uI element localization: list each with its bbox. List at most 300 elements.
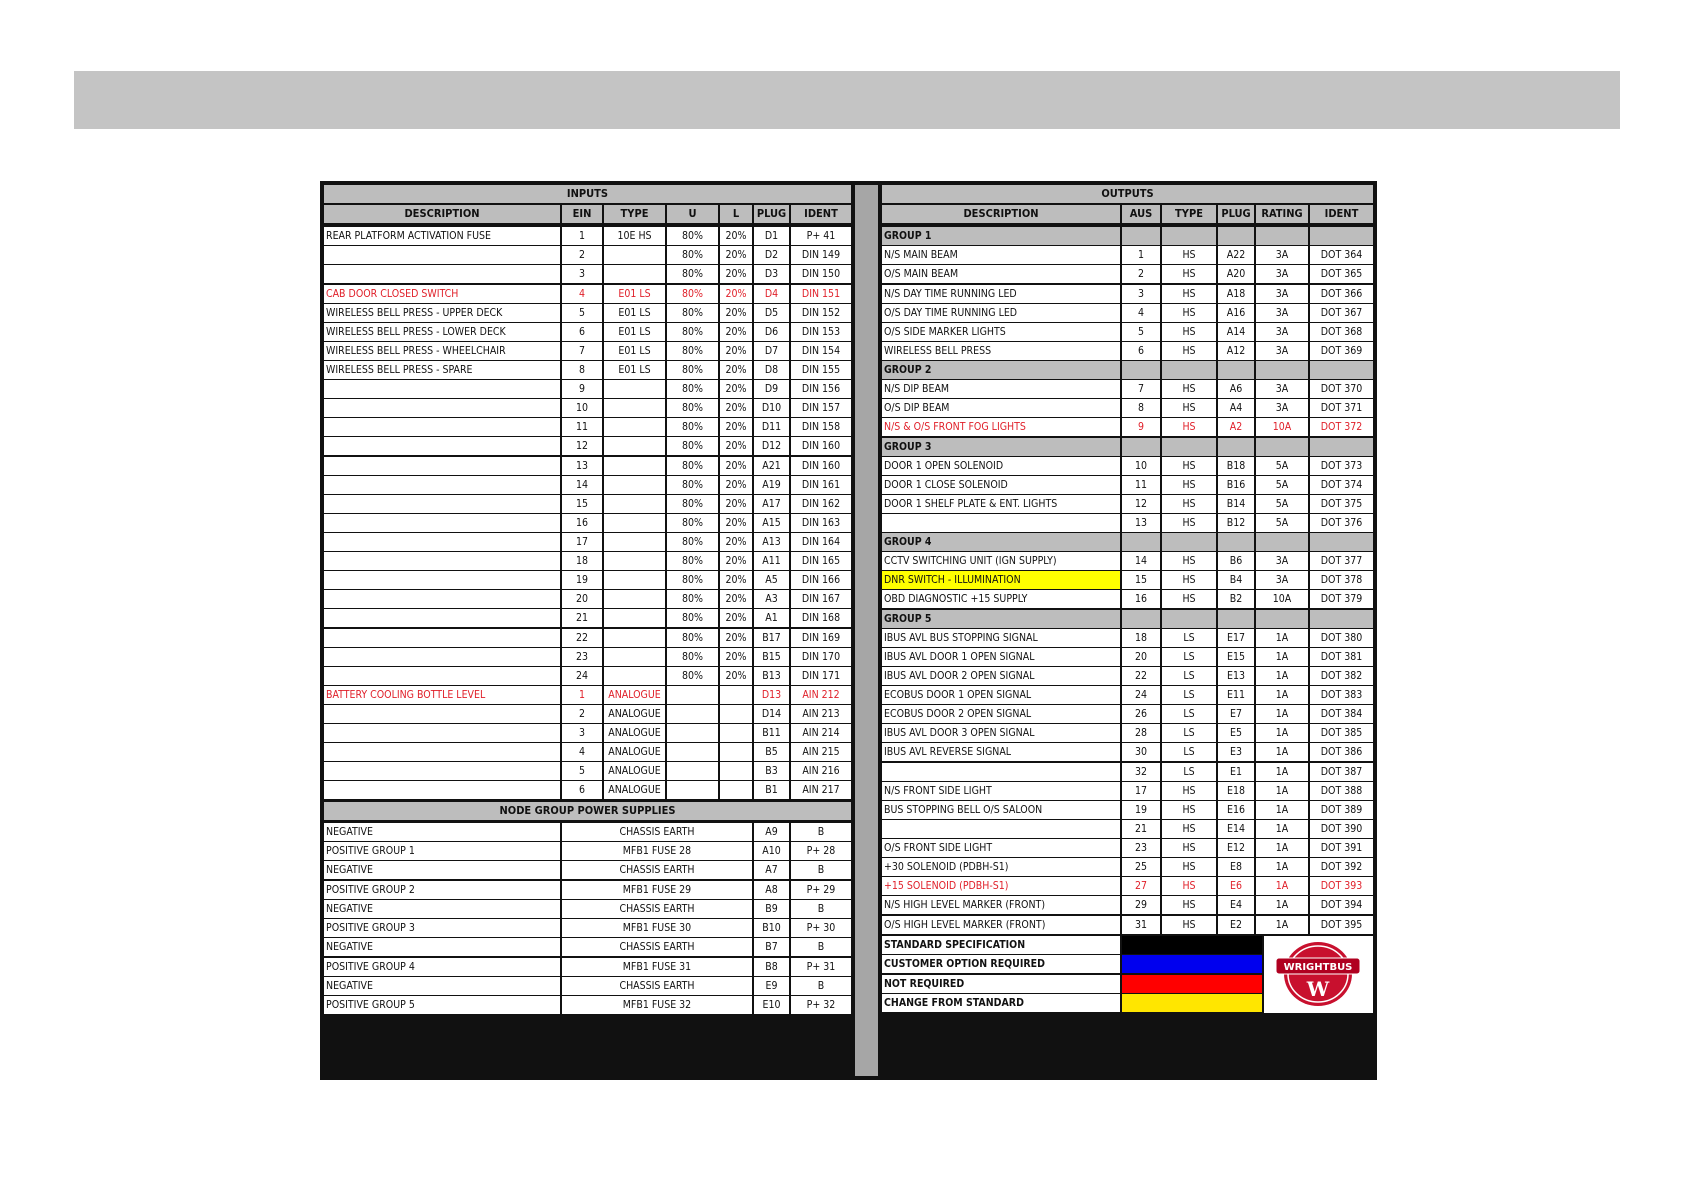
table-row xyxy=(882,724,1373,742)
inputs-cell-l: 20% xyxy=(720,361,752,379)
inputs-cell-i: AIN 214 xyxy=(791,724,851,742)
outputs-cell-t: HS xyxy=(1162,380,1216,398)
inputs-cell-t xyxy=(604,495,665,513)
outputs-header-3: PLUG xyxy=(1218,205,1254,223)
inputs-cell-l: 20% xyxy=(720,552,752,570)
outputs-cell-a: 25 xyxy=(1122,858,1160,876)
outputs-cell-i: DOT 373 xyxy=(1310,457,1373,475)
outputs-cell-i: DOT 366 xyxy=(1310,285,1373,303)
outputs-cell-p: A20 xyxy=(1218,265,1254,283)
inputs-cell-d xyxy=(324,648,560,666)
table-row xyxy=(324,919,851,937)
table-row xyxy=(324,590,851,608)
table-row xyxy=(324,743,851,761)
inputs-cell-d xyxy=(324,724,560,742)
outputs-cell-d: DOOR 1 CLOSE SOLENOID xyxy=(882,476,1120,494)
table-row xyxy=(324,265,851,283)
outputs-cell-i: DOT 376 xyxy=(1310,514,1373,532)
outputs-cell-r: 3A xyxy=(1256,304,1308,322)
inputs-cell-l: 20% xyxy=(720,514,752,532)
inputs-cell-p: D6 xyxy=(754,323,789,341)
inputs-cell-u: 80% xyxy=(667,265,718,283)
power-title-row xyxy=(324,802,851,820)
table-row xyxy=(324,958,851,976)
inputs-cell-u xyxy=(667,781,718,799)
outputs-cell-p: E17 xyxy=(1218,629,1254,647)
group-row xyxy=(882,438,1373,456)
outputs-cell-r: 1A xyxy=(1256,629,1308,647)
inputs-cell-i: DIN 157 xyxy=(791,399,851,417)
table-row xyxy=(324,571,851,589)
inputs-cell-e: 11 xyxy=(562,418,602,436)
power-source: CHASSIS EARTH xyxy=(562,900,752,918)
inputs-cell-p: D2 xyxy=(754,246,789,264)
outputs-cell-t: LS xyxy=(1162,743,1216,761)
power-plug: B8 xyxy=(754,958,789,976)
table-row xyxy=(324,227,851,245)
table-row xyxy=(324,342,851,360)
legend-label: NOT REQUIRED xyxy=(882,975,1120,993)
power-ident: B xyxy=(791,938,851,956)
table-row xyxy=(324,323,851,341)
outputs-cell-t: HS xyxy=(1162,514,1216,532)
outputs-cell-a: 6 xyxy=(1122,342,1160,360)
group-row xyxy=(882,361,1373,379)
table-row xyxy=(324,977,851,995)
inputs-cell-l: 20% xyxy=(720,571,752,589)
outputs-cell-p: E11 xyxy=(1218,686,1254,704)
outputs-cell-i: DOT 387 xyxy=(1310,763,1373,781)
inputs-cell-p: D12 xyxy=(754,437,789,455)
inputs-cell-u xyxy=(667,686,718,704)
inputs-cell-i: DIN 168 xyxy=(791,609,851,627)
inputs-cell-d xyxy=(324,571,560,589)
outputs-cell-t: HS xyxy=(1162,304,1216,322)
outputs-cell-i: DOT 371 xyxy=(1310,399,1373,417)
group-row xyxy=(882,533,1373,551)
table-row xyxy=(882,916,1373,934)
inputs-cell-t xyxy=(604,571,665,589)
outputs-panel xyxy=(882,185,1373,1076)
outputs-cell-d: DOOR 1 OPEN SOLENOID xyxy=(882,457,1120,475)
power-ident: B xyxy=(791,900,851,918)
inputs-header-row xyxy=(324,205,851,223)
outputs-cell-t: HS xyxy=(1162,820,1216,838)
outputs-cell-i: DOT 381 xyxy=(1310,648,1373,666)
outputs-cell-t: HS xyxy=(1162,801,1216,819)
inputs-cell-i: DIN 160 xyxy=(791,437,851,455)
group-row xyxy=(882,610,1373,628)
outputs-cell-d: DNR SWITCH - ILLUMINATION xyxy=(882,571,1120,589)
power-desc: POSITIVE GROUP 5 xyxy=(324,996,560,1014)
outputs-header-5: IDENT xyxy=(1310,205,1373,223)
outputs-cell-p: E14 xyxy=(1218,820,1254,838)
outputs-cell-r: 3A xyxy=(1256,246,1308,264)
inputs-cell-l: 20% xyxy=(720,265,752,283)
inputs-cell-d xyxy=(324,246,560,264)
outputs-cell-r: 5A xyxy=(1256,514,1308,532)
table-row xyxy=(882,743,1373,761)
inputs-cell-e: 9 xyxy=(562,380,602,398)
outputs-cell-i: DOT 389 xyxy=(1310,801,1373,819)
power-source: MFB1 FUSE 32 xyxy=(562,996,752,1014)
outputs-cell-a: 15 xyxy=(1122,571,1160,589)
inputs-cell-e: 3 xyxy=(562,724,602,742)
table-row xyxy=(324,686,851,704)
table-row xyxy=(324,996,851,1014)
group-label: GROUP 4 xyxy=(882,533,1120,551)
outputs-cell-a: 14 xyxy=(1122,552,1160,570)
outputs-cell-i: DOT 391 xyxy=(1310,839,1373,857)
outputs-cell-d: IBUS AVL DOOR 2 OPEN SIGNAL xyxy=(882,667,1120,685)
inputs-cell-d xyxy=(324,552,560,570)
inputs-cell-t: E01 LS xyxy=(604,323,665,341)
power-source: CHASSIS EARTH xyxy=(562,861,752,879)
legend-swatch xyxy=(1122,975,1262,993)
outputs-cell-p: E2 xyxy=(1218,916,1254,934)
inputs-cell-u: 80% xyxy=(667,629,718,647)
group-filler xyxy=(1256,227,1308,245)
inputs-cell-i: DIN 164 xyxy=(791,533,851,551)
outputs-cell-d xyxy=(882,514,1120,532)
outputs-cell-r: 3A xyxy=(1256,342,1308,360)
outputs-cell-r: 1A xyxy=(1256,801,1308,819)
inputs-cell-d xyxy=(324,609,560,627)
inputs-cell-t: ANALOGUE xyxy=(604,686,665,704)
group-filler xyxy=(1218,438,1254,456)
table-row xyxy=(882,246,1373,264)
inputs-cell-l: 20% xyxy=(720,380,752,398)
inputs-cell-d: REAR PLATFORM ACTIVATION FUSE xyxy=(324,227,560,245)
outputs-cell-r: 3A xyxy=(1256,380,1308,398)
inputs-cell-d: WIRELESS BELL PRESS - SPARE xyxy=(324,361,560,379)
table-row xyxy=(324,514,851,532)
table-row xyxy=(882,667,1373,685)
table-row xyxy=(882,686,1373,704)
group-filler xyxy=(1310,361,1373,379)
outputs-cell-d: O/S DAY TIME RUNNING LED xyxy=(882,304,1120,322)
inputs-cell-i: DIN 156 xyxy=(791,380,851,398)
inputs-cell-p: D11 xyxy=(754,418,789,436)
outputs-cell-d: N/S HIGH LEVEL MARKER (FRONT) xyxy=(882,896,1120,914)
table-row xyxy=(882,265,1373,283)
inputs-header-5: PLUG xyxy=(754,205,789,223)
outputs-cell-p: B18 xyxy=(1218,457,1254,475)
inputs-cell-e: 6 xyxy=(562,323,602,341)
panel-divider xyxy=(855,185,878,1076)
inputs-cell-d xyxy=(324,380,560,398)
table-row xyxy=(882,342,1373,360)
inputs-cell-p: D4 xyxy=(754,285,789,303)
inputs-cell-u: 80% xyxy=(667,476,718,494)
inputs-cell-e: 16 xyxy=(562,514,602,532)
table-row xyxy=(882,590,1373,608)
outputs-cell-d: O/S FRONT SIDE LIGHT xyxy=(882,839,1120,857)
power-ident: B xyxy=(791,977,851,995)
outputs-cell-a: 11 xyxy=(1122,476,1160,494)
outputs-cell-t: HS xyxy=(1162,877,1216,895)
power-title: NODE GROUP POWER SUPPLIES xyxy=(324,802,851,820)
legend-label: CHANGE FROM STANDARD xyxy=(882,994,1120,1012)
outputs-cell-r: 1A xyxy=(1256,763,1308,781)
power-plug: E9 xyxy=(754,977,789,995)
table-row xyxy=(324,533,851,551)
inputs-cell-t: E01 LS xyxy=(604,361,665,379)
outputs-cell-p: E1 xyxy=(1218,763,1254,781)
inputs-cell-u: 80% xyxy=(667,437,718,455)
outputs-cell-t: HS xyxy=(1162,858,1216,876)
inputs-cell-u: 80% xyxy=(667,399,718,417)
outputs-cell-r: 3A xyxy=(1256,285,1308,303)
logo-wordmark: WRIGHTBUS xyxy=(1283,961,1353,973)
inputs-cell-e: 10 xyxy=(562,399,602,417)
inputs-cell-l: 20% xyxy=(720,495,752,513)
outputs-cell-d: IBUS AVL DOOR 3 OPEN SIGNAL xyxy=(882,724,1120,742)
outputs-cell-t: HS xyxy=(1162,418,1216,436)
group-filler xyxy=(1162,438,1216,456)
table-row xyxy=(882,495,1373,513)
inputs-cell-i: AIN 215 xyxy=(791,743,851,761)
inputs-cell-e: 5 xyxy=(562,304,602,322)
outputs-cell-p: E4 xyxy=(1218,896,1254,914)
power-source: CHASSIS EARTH xyxy=(562,977,752,995)
outputs-cell-p: E18 xyxy=(1218,782,1254,800)
inputs-cell-e: 12 xyxy=(562,437,602,455)
outputs-cell-a: 1 xyxy=(1122,246,1160,264)
outputs-cell-r: 1A xyxy=(1256,724,1308,742)
outputs-cell-i: DOT 368 xyxy=(1310,323,1373,341)
outputs-cell-d xyxy=(882,763,1120,781)
inputs-cell-t: E01 LS xyxy=(604,304,665,322)
outputs-cell-r: 3A xyxy=(1256,399,1308,417)
power-plug: A8 xyxy=(754,881,789,899)
inputs-cell-p: D5 xyxy=(754,304,789,322)
inputs-cell-u: 80% xyxy=(667,323,718,341)
outputs-cell-t: HS xyxy=(1162,552,1216,570)
outputs-cell-d: ECOBUS DOOR 1 OPEN SIGNAL xyxy=(882,686,1120,704)
group-filler xyxy=(1310,533,1373,551)
logo-mark: W xyxy=(1306,976,1330,1001)
outputs-cell-p: B4 xyxy=(1218,571,1254,589)
inputs-cell-d: WIRELESS BELL PRESS - LOWER DECK xyxy=(324,323,560,341)
inputs-cell-i: DIN 166 xyxy=(791,571,851,589)
inputs-cell-d: WIRELESS BELL PRESS - WHEELCHAIR xyxy=(324,342,560,360)
outputs-cell-d xyxy=(882,820,1120,838)
table-row xyxy=(324,705,851,723)
inputs-cell-u: 80% xyxy=(667,457,718,475)
legend-swatch xyxy=(1122,955,1262,973)
inputs-cell-u xyxy=(667,762,718,780)
power-desc: POSITIVE GROUP 4 xyxy=(324,958,560,976)
inputs-cell-t xyxy=(604,609,665,627)
group-filler xyxy=(1162,227,1216,245)
inputs-cell-p: A13 xyxy=(754,533,789,551)
power-plug: A10 xyxy=(754,842,789,860)
outputs-cell-a: 24 xyxy=(1122,686,1160,704)
table-row xyxy=(882,418,1373,436)
inputs-cell-e: 5 xyxy=(562,762,602,780)
power-ident: P+ 32 xyxy=(791,996,851,1014)
logo-emblem xyxy=(1264,936,1373,1013)
table-row xyxy=(324,380,851,398)
outputs-cell-a: 31 xyxy=(1122,916,1160,934)
outputs-cell-r: 1A xyxy=(1256,667,1308,685)
outputs-cell-r: 5A xyxy=(1256,476,1308,494)
outputs-cell-p: A22 xyxy=(1218,246,1254,264)
table-row xyxy=(324,457,851,475)
inputs-cell-t: ANALOGUE xyxy=(604,743,665,761)
outputs-title: OUTPUTS xyxy=(882,185,1373,203)
outputs-cell-i: DOT 390 xyxy=(1310,820,1373,838)
table-row xyxy=(882,476,1373,494)
inputs-cell-u: 80% xyxy=(667,571,718,589)
outputs-cell-r: 3A xyxy=(1256,323,1308,341)
outputs-cell-a: 26 xyxy=(1122,705,1160,723)
inputs-cell-d xyxy=(324,418,560,436)
inputs-cell-i: DIN 165 xyxy=(791,552,851,570)
power-ident: B xyxy=(791,823,851,841)
outputs-cell-d: IBUS AVL BUS STOPPING SIGNAL xyxy=(882,629,1120,647)
outputs-cell-i: DOT 374 xyxy=(1310,476,1373,494)
inputs-panel xyxy=(324,185,851,1076)
power-desc: POSITIVE GROUP 2 xyxy=(324,881,560,899)
inputs-cell-p: D8 xyxy=(754,361,789,379)
table-row xyxy=(324,781,851,799)
outputs-cell-p: A2 xyxy=(1218,418,1254,436)
table-row xyxy=(882,629,1373,647)
inputs-cell-l xyxy=(720,686,752,704)
outputs-cell-p: B16 xyxy=(1218,476,1254,494)
group-filler xyxy=(1218,610,1254,628)
inputs-cell-i: DIN 170 xyxy=(791,648,851,666)
inputs-cell-i: DIN 171 xyxy=(791,667,851,685)
outputs-cell-t: HS xyxy=(1162,457,1216,475)
outputs-cell-d: OBD DIAGNOSTIC +15 SUPPLY xyxy=(882,590,1120,608)
table-row xyxy=(882,801,1373,819)
power-plug: A9 xyxy=(754,823,789,841)
inputs-cell-l: 20% xyxy=(720,304,752,322)
outputs-cell-a: 28 xyxy=(1122,724,1160,742)
inputs-cell-p: B13 xyxy=(754,667,789,685)
inputs-cell-t xyxy=(604,552,665,570)
inputs-cell-t: E01 LS xyxy=(604,342,665,360)
inputs-cell-i: AIN 217 xyxy=(791,781,851,799)
inputs-cell-l: 20% xyxy=(720,457,752,475)
outputs-cell-p: A14 xyxy=(1218,323,1254,341)
outputs-cell-p: E15 xyxy=(1218,648,1254,666)
table-row xyxy=(324,762,851,780)
outputs-cell-t: LS xyxy=(1162,667,1216,685)
outputs-cell-i: DOT 395 xyxy=(1310,916,1373,934)
outputs-cell-d: WIRELESS BELL PRESS xyxy=(882,342,1120,360)
outputs-cell-i: DOT 369 xyxy=(1310,342,1373,360)
table-row xyxy=(882,648,1373,666)
inputs-cell-i: DIN 169 xyxy=(791,629,851,647)
table-row xyxy=(882,763,1373,781)
outputs-cell-p: E6 xyxy=(1218,877,1254,895)
outputs-cell-i: DOT 364 xyxy=(1310,246,1373,264)
inputs-header-4: L xyxy=(720,205,752,223)
inputs-cell-p: A1 xyxy=(754,609,789,627)
power-source: MFB1 FUSE 31 xyxy=(562,958,752,976)
outputs-cell-p: B14 xyxy=(1218,495,1254,513)
inputs-cell-u: 80% xyxy=(667,304,718,322)
legend-swatch xyxy=(1122,994,1262,1012)
outputs-cell-t: HS xyxy=(1162,495,1216,513)
inputs-cell-u: 80% xyxy=(667,285,718,303)
group-filler xyxy=(1256,361,1308,379)
inputs-cell-u: 80% xyxy=(667,342,718,360)
inputs-cell-i: DIN 163 xyxy=(791,514,851,532)
inputs-cell-t: E01 LS xyxy=(604,285,665,303)
inputs-cell-l xyxy=(720,762,752,780)
table-row xyxy=(324,881,851,899)
outputs-cell-r: 3A xyxy=(1256,571,1308,589)
outputs-cell-d: O/S MAIN BEAM xyxy=(882,265,1120,283)
outputs-cell-i: DOT 379 xyxy=(1310,590,1373,608)
inputs-cell-p: D7 xyxy=(754,342,789,360)
group-label: GROUP 3 xyxy=(882,438,1120,456)
inputs-cell-u: 80% xyxy=(667,609,718,627)
outputs-cell-r: 5A xyxy=(1256,457,1308,475)
inputs-cell-p: B15 xyxy=(754,648,789,666)
outputs-cell-r: 1A xyxy=(1256,686,1308,704)
inputs-cell-e: 15 xyxy=(562,495,602,513)
outputs-cell-i: DOT 377 xyxy=(1310,552,1373,570)
power-desc: NEGATIVE xyxy=(324,900,560,918)
power-ident: P+ 29 xyxy=(791,881,851,899)
outputs-cell-i: DOT 378 xyxy=(1310,571,1373,589)
outputs-cell-p: B6 xyxy=(1218,552,1254,570)
power-desc: NEGATIVE xyxy=(324,938,560,956)
inputs-cell-p: D10 xyxy=(754,399,789,417)
table-row xyxy=(324,399,851,417)
outputs-cell-d: ECOBUS DOOR 2 OPEN SIGNAL xyxy=(882,705,1120,723)
inputs-cell-l: 20% xyxy=(720,648,752,666)
inputs-cell-t xyxy=(604,476,665,494)
group-filler xyxy=(1122,361,1160,379)
group-filler xyxy=(1310,227,1373,245)
table-row xyxy=(882,782,1373,800)
outputs-cell-t: LS xyxy=(1162,629,1216,647)
table-row xyxy=(324,648,851,666)
outputs-cell-t: HS xyxy=(1162,571,1216,589)
power-desc: NEGATIVE xyxy=(324,977,560,995)
group-label: GROUP 5 xyxy=(882,610,1120,628)
inputs-cell-e: 14 xyxy=(562,476,602,494)
inputs-cell-l: 20% xyxy=(720,629,752,647)
power-plug: A7 xyxy=(754,861,789,879)
outputs-cell-i: DOT 375 xyxy=(1310,495,1373,513)
legend-label: CUSTOMER OPTION REQUIRED xyxy=(882,955,1120,973)
inputs-cell-e: 20 xyxy=(562,590,602,608)
outputs-cell-t: HS xyxy=(1162,342,1216,360)
outputs-cell-r: 1A xyxy=(1256,705,1308,723)
inputs-cell-p: D1 xyxy=(754,227,789,245)
inputs-cell-l: 20% xyxy=(720,476,752,494)
table-row xyxy=(882,705,1373,723)
outputs-cell-i: DOT 382 xyxy=(1310,667,1373,685)
inputs-cell-e: 2 xyxy=(562,246,602,264)
inputs-cell-u: 80% xyxy=(667,361,718,379)
outputs-cell-i: DOT 380 xyxy=(1310,629,1373,647)
outputs-header-row xyxy=(882,205,1373,223)
table-row xyxy=(324,629,851,647)
group-label: GROUP 2 xyxy=(882,361,1120,379)
inputs-cell-l: 20% xyxy=(720,342,752,360)
inputs-cell-d xyxy=(324,265,560,283)
inputs-cell-d xyxy=(324,495,560,513)
